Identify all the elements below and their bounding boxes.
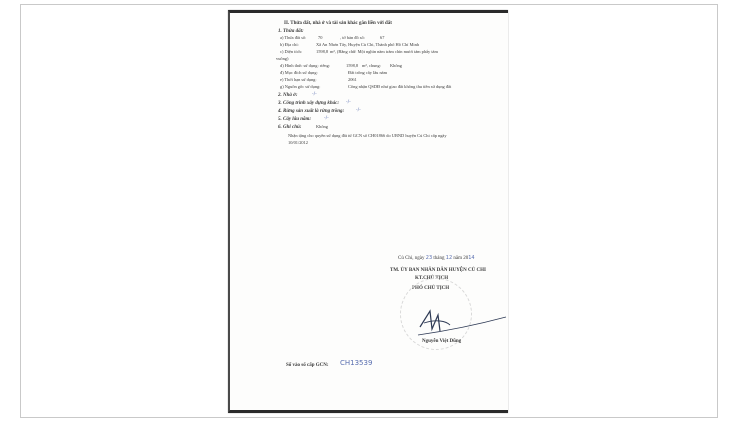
notes-line-2: 10/01/2012 [288,140,309,145]
perennial-value: -/- [324,116,329,121]
notes-value: Không [316,124,328,129]
registry-number: CH13539 [340,359,373,367]
origin-label: g) Nguồn gốc sử dụng: [280,84,321,89]
signer-name: Nguyễn Việt Dũng [422,339,462,344]
use-form-common-label: m², chung: [362,63,381,68]
construction-value: -/- [346,100,351,105]
address-value: Xã An Nhơn Tây, Huyện Củ Chi, Thành phố Hồ Chí Minh [316,42,419,47]
area-in-words-cont: vuông) [276,56,289,61]
house-value: -/- [312,92,317,97]
purpose-label: đ) Mục đích sử dụng: [280,70,318,75]
area-value: 1598,8 [316,49,329,54]
house-label: 2. Nhà ở: [278,93,298,98]
vice-chairman: PHÓ CHỦ TỊCH [412,286,450,291]
certificate-page [228,10,508,413]
place-date: Củ Chi, ngày 23 tháng 12 năm 2014 [398,255,475,261]
perennial-label: 5. Cây lâu năm: [278,117,312,122]
term-value: 2061 [348,77,357,82]
use-form-common-value: Không [390,63,402,68]
parcel-number-label: a) Thửa đất số: [280,35,307,40]
forest-value: -/- [356,108,361,113]
address-label: b) Địa chỉ: [280,42,299,47]
origin-value: Công nhận QSDĐ như giao đất không thu tiền sử dụng đất [348,84,452,89]
forest-label: 4. Rừng sản xuất là rừng trồng: [278,109,345,114]
purpose-value: Đất trồng cây lâu năm [348,70,388,75]
use-form-label: d) Hình thức sử dụng: riêng: [280,63,331,68]
area-label: c) Diện tích: [280,49,302,54]
area-in-words: m², (Bằng chữ: Một nghìn năm trăm chín mươi tám phẩy tám [330,49,438,54]
map-sheet-label: , tờ bản đồ số: [340,35,365,40]
use-form-private-value: 1598,8 [346,63,359,68]
map-sheet-value: 67 [380,35,385,40]
registry-label: Số vào sổ cấp GCN: [286,363,329,368]
kt-chairman: KT.CHỦ TỊCH [415,276,449,281]
authority-title: TM. ỦY BAN NHÂN DÂN HUYỆN CỦ CHI [390,268,486,273]
construction-label: 3. Công trình xây dựng khác: [278,101,340,106]
term-label: e) Thời hạn sử dụng: [280,77,317,82]
handwritten-signature [416,301,508,339]
parcel-heading: 1. Thửa đất: [278,29,304,34]
notes-line-1: Nhận tặng cho quyền sử dụng đất từ GCN số CH01866 do UBND huyện Củ Chi cấp ngày [288,133,447,138]
section-title: II. Thửa đất, nhà ở và tài sản khác gắn liền với đất [284,21,392,26]
parcel-number-value: 70 [318,35,323,40]
notes-label: 6. Ghi chú: [278,125,302,130]
